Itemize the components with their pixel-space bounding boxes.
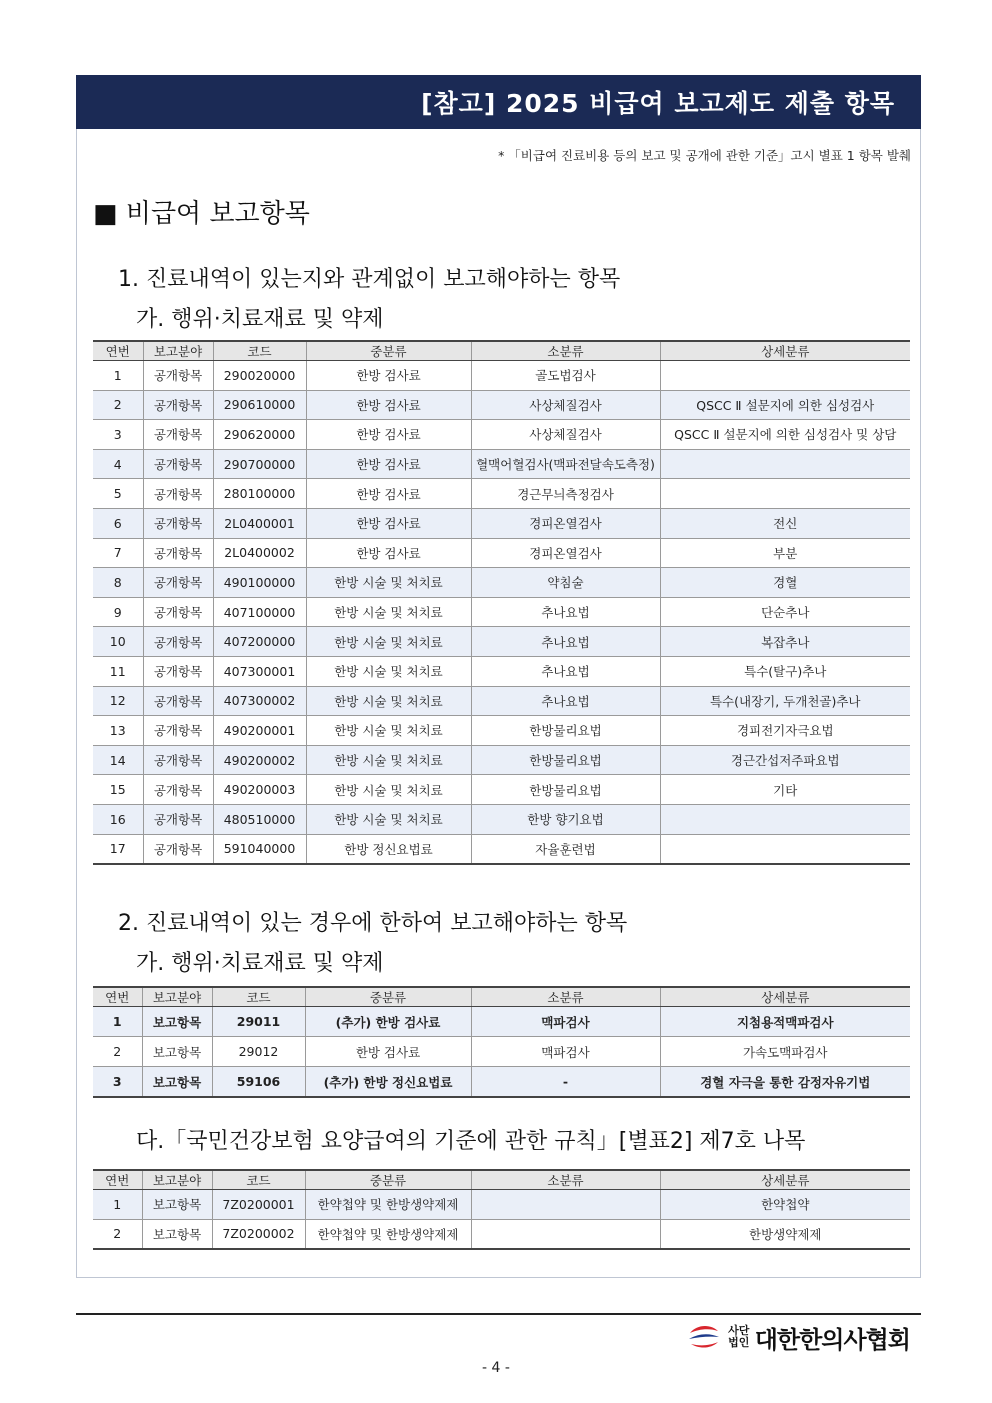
- cell-code: 7Z0200001: [212, 1190, 305, 1220]
- cell-category: 한방 정신요법료: [306, 834, 471, 864]
- cell-category: (추가) 한방 정신요법료: [305, 1067, 471, 1098]
- cell-no: 14: [93, 745, 143, 775]
- cell-no: 2: [93, 390, 143, 420]
- cell-field: 보고항목: [142, 1190, 212, 1220]
- table-header-row: [93, 987, 910, 1007]
- cell-subcategory: 골도법검사: [471, 361, 660, 391]
- table-row: [93, 716, 910, 746]
- table-row: [93, 775, 910, 805]
- page-number: - 4 -: [482, 1360, 510, 1376]
- cell-detail: [660, 804, 910, 834]
- cell-code: 290610000: [213, 390, 306, 420]
- table-row: [93, 508, 910, 538]
- column-header: 중분류: [305, 987, 471, 1007]
- cell-code: 7Z0200002: [212, 1219, 305, 1249]
- cell-no: 15: [93, 775, 143, 805]
- cell-category: 한방 시술 및 처치료: [306, 686, 471, 716]
- cell-no: 8: [93, 568, 143, 598]
- cell-subcategory: [471, 1190, 660, 1220]
- cell-field: 보고항목: [142, 1037, 212, 1067]
- cell-category: 한방 시술 및 처치료: [306, 597, 471, 627]
- cell-no: 7: [93, 538, 143, 568]
- cell-code: 290700000: [213, 449, 306, 479]
- cell-category: 한약첩약 및 한방생약제제: [305, 1190, 471, 1220]
- table-row: [93, 804, 910, 834]
- table-row: [93, 1037, 910, 1067]
- cell-field: 공개항목: [143, 479, 213, 509]
- cell-detail: 가속도맥파검사: [660, 1037, 910, 1067]
- cell-code: 29012: [212, 1037, 305, 1067]
- table-row: [93, 1067, 910, 1098]
- column-header: 보고분야: [142, 987, 212, 1007]
- table-row: [93, 420, 910, 450]
- column-header: 연번: [93, 341, 143, 361]
- cell-code: 480510000: [213, 804, 306, 834]
- column-header: 소분류: [471, 987, 660, 1007]
- column-header: 코드: [212, 987, 305, 1007]
- cell-field: 공개항목: [143, 656, 213, 686]
- cell-category: 한약첩약 및 한방생약제제: [305, 1219, 471, 1249]
- cell-subcategory: 약침술: [471, 568, 660, 598]
- table-row: [93, 568, 910, 598]
- cell-subcategory: 한방 향기요법: [471, 804, 660, 834]
- cell-detail: 경근간섭저주파요법: [660, 745, 910, 775]
- cell-detail: [660, 479, 910, 509]
- cell-category: 한방 검사료: [306, 508, 471, 538]
- association-logo: [687, 1320, 910, 1354]
- cell-subcategory: 자율훈련법: [471, 834, 660, 864]
- footer-divider: [76, 1313, 921, 1315]
- cell-no: 12: [93, 686, 143, 716]
- cell-detail: 경혈 자극을 통한 감정자유기법: [660, 1067, 910, 1098]
- column-header: 코드: [212, 1170, 305, 1190]
- cell-detail: 경혈: [660, 568, 910, 598]
- section2-table: [93, 986, 910, 1098]
- column-header: 코드: [213, 341, 306, 361]
- cell-detail: 경피전기자극요법: [660, 716, 910, 746]
- column-header: 중분류: [306, 341, 471, 361]
- cell-no: 9: [93, 597, 143, 627]
- column-header: 소분류: [471, 341, 660, 361]
- logo-prefix: 사단 법인: [728, 1324, 750, 1349]
- column-header: 중분류: [305, 1170, 471, 1190]
- table-row: [93, 745, 910, 775]
- page-title: [참고] 2025 비급여 보고제도 제출 항목: [421, 89, 895, 118]
- cell-field: 공개항목: [143, 834, 213, 864]
- cell-field: 공개항목: [143, 775, 213, 805]
- cell-category: 한방 검사료: [306, 479, 471, 509]
- cell-code: 290620000: [213, 420, 306, 450]
- cell-detail: 특수(내장기, 두개천골)추나: [660, 686, 910, 716]
- column-header: 보고분야: [142, 1170, 212, 1190]
- cell-field: 공개항목: [143, 538, 213, 568]
- section1-table: [93, 340, 910, 865]
- section2-subtitle: 가. 행위·치료재료 및 약제: [136, 951, 384, 976]
- association-emblem-icon: [687, 1322, 721, 1352]
- column-header: 연번: [93, 987, 142, 1007]
- cell-field: 공개항목: [143, 716, 213, 746]
- cell-subcategory: 추나요법: [471, 656, 660, 686]
- section1-subtitle: 가. 행위·치료재료 및 약제: [136, 307, 384, 332]
- column-header: 연번: [93, 1170, 142, 1190]
- cell-field: 공개항목: [143, 804, 213, 834]
- table-header-row: [93, 341, 910, 361]
- cell-detail: [660, 834, 910, 864]
- column-header: 상세분류: [660, 1170, 910, 1190]
- page-title-banner: [76, 75, 921, 129]
- table-row: [93, 1219, 910, 1249]
- cell-subcategory: 한방물리요법: [471, 716, 660, 746]
- cell-category: 한방 검사료: [306, 390, 471, 420]
- cell-no: 13: [93, 716, 143, 746]
- cell-detail: QSCC Ⅱ 설문지에 의한 심성검사: [660, 390, 910, 420]
- cell-code: 490200002: [213, 745, 306, 775]
- main-heading: ■ 비급여 보고항목: [93, 199, 310, 229]
- cell-code: 2L0400002: [213, 538, 306, 568]
- cell-subcategory: 경피온열검사: [471, 508, 660, 538]
- source-note: * 「비급여 진료비용 등의 보고 및 공개에 관한 기준」고시 별표 1 항목 발췌: [498, 148, 911, 163]
- cell-no: 10: [93, 627, 143, 657]
- cell-detail: 한방생약제제: [660, 1219, 910, 1249]
- cell-subcategory: 맥파검사: [471, 1007, 660, 1037]
- cell-no: 2: [93, 1037, 142, 1067]
- cell-no: 1: [93, 1190, 142, 1220]
- cell-category: 한방 시술 및 처치료: [306, 568, 471, 598]
- table-row: [93, 390, 910, 420]
- cell-subcategory: 경근무늬측정검사: [471, 479, 660, 509]
- cell-field: 공개항목: [143, 508, 213, 538]
- cell-no: 1: [93, 1007, 142, 1037]
- column-header: 상세분류: [660, 987, 910, 1007]
- cell-code: 490100000: [213, 568, 306, 598]
- cell-field: 보고항목: [142, 1067, 212, 1098]
- cell-code: 290020000: [213, 361, 306, 391]
- cell-no: 3: [93, 1067, 142, 1098]
- cell-field: 공개항목: [143, 390, 213, 420]
- cell-detail: 부분: [660, 538, 910, 568]
- cell-field: 공개항목: [143, 449, 213, 479]
- cell-detail: [660, 361, 910, 391]
- cell-category: 한방 검사료: [306, 420, 471, 450]
- cell-no: 11: [93, 656, 143, 686]
- cell-no: 1: [93, 361, 143, 391]
- cell-code: 490200001: [213, 716, 306, 746]
- cell-subcategory: -: [471, 1067, 660, 1098]
- cell-category: 한방 시술 및 처치료: [306, 804, 471, 834]
- table-row: [93, 834, 910, 864]
- cell-code: 407200000: [213, 627, 306, 657]
- cell-subcategory: 경피온열검사: [471, 538, 660, 568]
- cell-subcategory: 한방물리요법: [471, 775, 660, 805]
- cell-detail: [660, 449, 910, 479]
- cell-category: 한방 시술 및 처치료: [306, 775, 471, 805]
- cell-field: 공개항목: [143, 745, 213, 775]
- cell-no: 4: [93, 449, 143, 479]
- cell-subcategory: 혈맥어혈검사(맥파전달속도측정): [471, 449, 660, 479]
- cell-detail: 기타: [660, 775, 910, 805]
- cell-detail: 전신: [660, 508, 910, 538]
- cell-category: 한방 검사료: [306, 361, 471, 391]
- cell-code: 280100000: [213, 479, 306, 509]
- table-row: [93, 361, 910, 391]
- column-header: 상세분류: [660, 341, 910, 361]
- cell-category: 한방 시술 및 처치료: [306, 716, 471, 746]
- table-row: [93, 538, 910, 568]
- section3-table: [93, 1169, 910, 1250]
- cell-no: 2: [93, 1219, 142, 1249]
- section2-title: 2. 진료내역이 있는 경우에 한하여 보고해야하는 항목: [118, 911, 628, 936]
- cell-code: 490200003: [213, 775, 306, 805]
- cell-subcategory: 한방물리요법: [471, 745, 660, 775]
- cell-detail: 한약첩약: [660, 1190, 910, 1220]
- cell-field: 공개항목: [143, 686, 213, 716]
- table-row: [93, 449, 910, 479]
- cell-field: 공개항목: [143, 361, 213, 391]
- cell-subcategory: 추나요법: [471, 686, 660, 716]
- cell-subcategory: 맥파검사: [471, 1037, 660, 1067]
- cell-no: 5: [93, 479, 143, 509]
- cell-code: 407300002: [213, 686, 306, 716]
- table-row: [93, 597, 910, 627]
- table-row: [93, 656, 910, 686]
- cell-no: 16: [93, 804, 143, 834]
- cell-code: 591040000: [213, 834, 306, 864]
- logo-name: 대한한의사협회: [754, 1325, 910, 1354]
- table-row: [93, 1007, 910, 1037]
- column-header: 보고분야: [143, 341, 213, 361]
- cell-subcategory: 사상체질검사: [471, 420, 660, 450]
- column-header: 소분류: [471, 1170, 660, 1190]
- cell-category: 한방 검사료: [306, 449, 471, 479]
- cell-code: 29011: [212, 1007, 305, 1037]
- table-header-row: [93, 1170, 910, 1190]
- table-row: [93, 479, 910, 509]
- cell-field: 공개항목: [143, 627, 213, 657]
- cell-no: 17: [93, 834, 143, 864]
- cell-detail: 단순추나: [660, 597, 910, 627]
- cell-category: 한방 검사료: [306, 538, 471, 568]
- section3-title: 다.「국민건강보험 요양급여의 기준에 관한 규칙」[별표2] 제7호 나목: [136, 1129, 806, 1154]
- cell-subcategory: 추나요법: [471, 597, 660, 627]
- cell-category: (추가) 한방 검사료: [305, 1007, 471, 1037]
- table-row: [93, 686, 910, 716]
- cell-category: 한방 검사료: [305, 1037, 471, 1067]
- cell-subcategory: 추나요법: [471, 627, 660, 657]
- cell-code: 407300001: [213, 656, 306, 686]
- cell-category: 한방 시술 및 처치료: [306, 745, 471, 775]
- cell-subcategory: [471, 1219, 660, 1249]
- cell-field: 공개항목: [143, 597, 213, 627]
- table-row: [93, 1190, 910, 1220]
- cell-detail: 복잡추나: [660, 627, 910, 657]
- cell-code: 2L0400001: [213, 508, 306, 538]
- cell-category: 한방 시술 및 처치료: [306, 627, 471, 657]
- cell-field: 공개항목: [143, 420, 213, 450]
- cell-category: 한방 시술 및 처치료: [306, 656, 471, 686]
- cell-detail: QSCC Ⅱ 설문지에 의한 심성검사 및 상담: [660, 420, 910, 450]
- cell-field: 보고항목: [142, 1007, 212, 1037]
- cell-detail: 지첨용적맥파검사: [660, 1007, 910, 1037]
- cell-subcategory: 사상체질검사: [471, 390, 660, 420]
- cell-code: 59106: [212, 1067, 305, 1098]
- table-row: [93, 627, 910, 657]
- cell-detail: 특수(탈구)추나: [660, 656, 910, 686]
- cell-no: 3: [93, 420, 143, 450]
- cell-field: 공개항목: [143, 568, 213, 598]
- cell-code: 407100000: [213, 597, 306, 627]
- cell-field: 보고항목: [142, 1219, 212, 1249]
- section1-title: 1. 진료내역이 있는지와 관계없이 보고해야하는 항목: [118, 267, 621, 292]
- cell-no: 6: [93, 508, 143, 538]
